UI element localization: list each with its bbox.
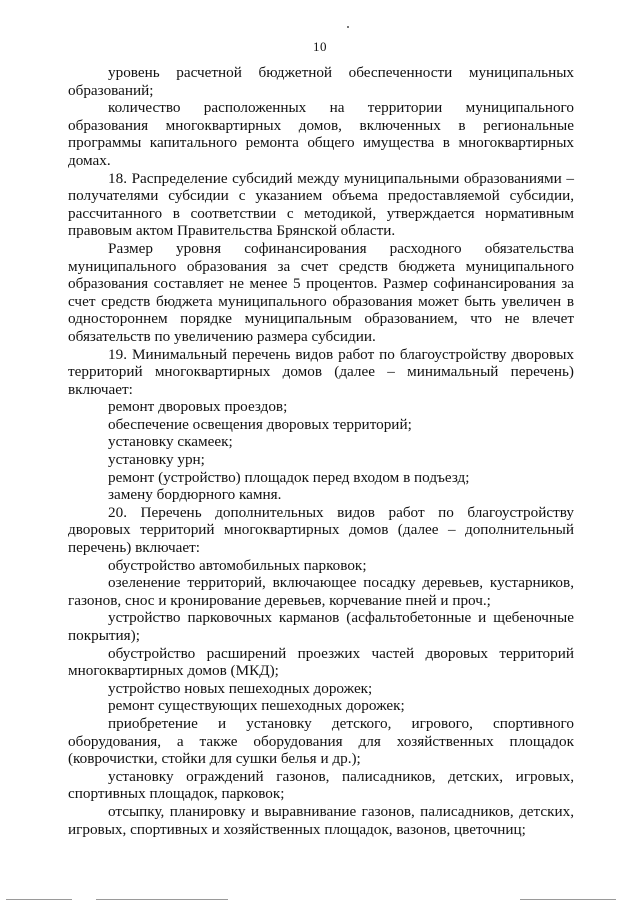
list-item: установку ограждений газонов, палисадников, детских, игровых, спортивных площадок, парковок; [68, 767, 574, 803]
list-item: установку скамеек; [108, 433, 233, 451]
list-item: озеленение территорий, включающее посадку деревьев, кустарников, газонов, снос и кронирование деревьев, корчевание пней и проч.; [68, 574, 574, 609]
list-item: ремонт существующих пешеходных дорожек; [108, 697, 405, 715]
list-item: обустройство автомобильных парковок; [108, 556, 367, 574]
paragraph-budget-level: уровень расчетной бюджетной обеспеченности муниципальных образований; [68, 64, 574, 99]
list-item: установку урн; [108, 451, 205, 469]
scan-artifact-line [96, 899, 228, 900]
paragraph-section-20: 20. Перечень дополнительных видов работ по благоустройству дворовых территорий многоквартирных домов (далее – дополнительный перечень) включает: [68, 503, 574, 557]
document-body [68, 64, 574, 838]
paragraph-cofinancing: Размер уровня софинансирования расходного обязательства муниципального образования за счет средств бюджета муниципального образования составляет не менее 5 процентов. Размер софинансирования за счет средств бюджета муниципального образования может быть увеличен в одностороннем порядке муниципальным образованием, что не влечет обязательств по увеличению размера субсидии. [68, 239, 574, 345]
paragraph-section-19: 19. Минимальный перечень видов работ по благоустройству дворовых территорий многоквартирных домов (далее – минимальный перечень) включает: [68, 345, 574, 398]
list-item: устройство парковочных карманов (асфальтобетонные и щебеночные покрытия); [68, 609, 574, 644]
scan-artifact-line [520, 899, 616, 900]
list-item: ремонт дворовых проездов; [108, 398, 288, 416]
list-item: ремонт (устройство) площадок перед входом в подъезд; [108, 468, 470, 486]
list-item: обеспечение освещения дворовых территорий; [108, 415, 412, 433]
list-item: отсыпку, планировку и выравнивание газонов, палисадников, детских, игровых, спортивных и хозяйственных площадок, вазонов, цветочниц; [68, 802, 574, 838]
scan-artifact-dot [347, 26, 349, 28]
list-item: приобретение и установку детского, игрового, спортивного оборудования, а также оборудования для хозяйственных площадок (коврочистки, стойки для сушки белья и др.); [68, 714, 574, 768]
list-item: устройство новых пешеходных дорожек; [108, 679, 373, 697]
paragraph-section-18: 18. Распределение субсидий между муниципальными образованиями – получателями субсидии с указанием объема предоставляемой субсидии, рассчитанного в соответствии с методикой, утверждается нормативным правовым актом Правительства Брянской области. [68, 169, 574, 240]
list-item: обустройство расширений проезжих частей дворовых территорий многоквартирных домов (МКД); [68, 644, 574, 680]
list-item: замену бордюрного камня. [108, 486, 282, 504]
scan-artifact-line [6, 899, 72, 900]
paragraph-apartment-count: количество расположенных на территории муниципального образования многоквартирных домов, включенных в региональные программы капитального ремонта общего имущества в многоквартирных домах. [68, 99, 574, 169]
page-number: 10 [313, 39, 327, 54]
